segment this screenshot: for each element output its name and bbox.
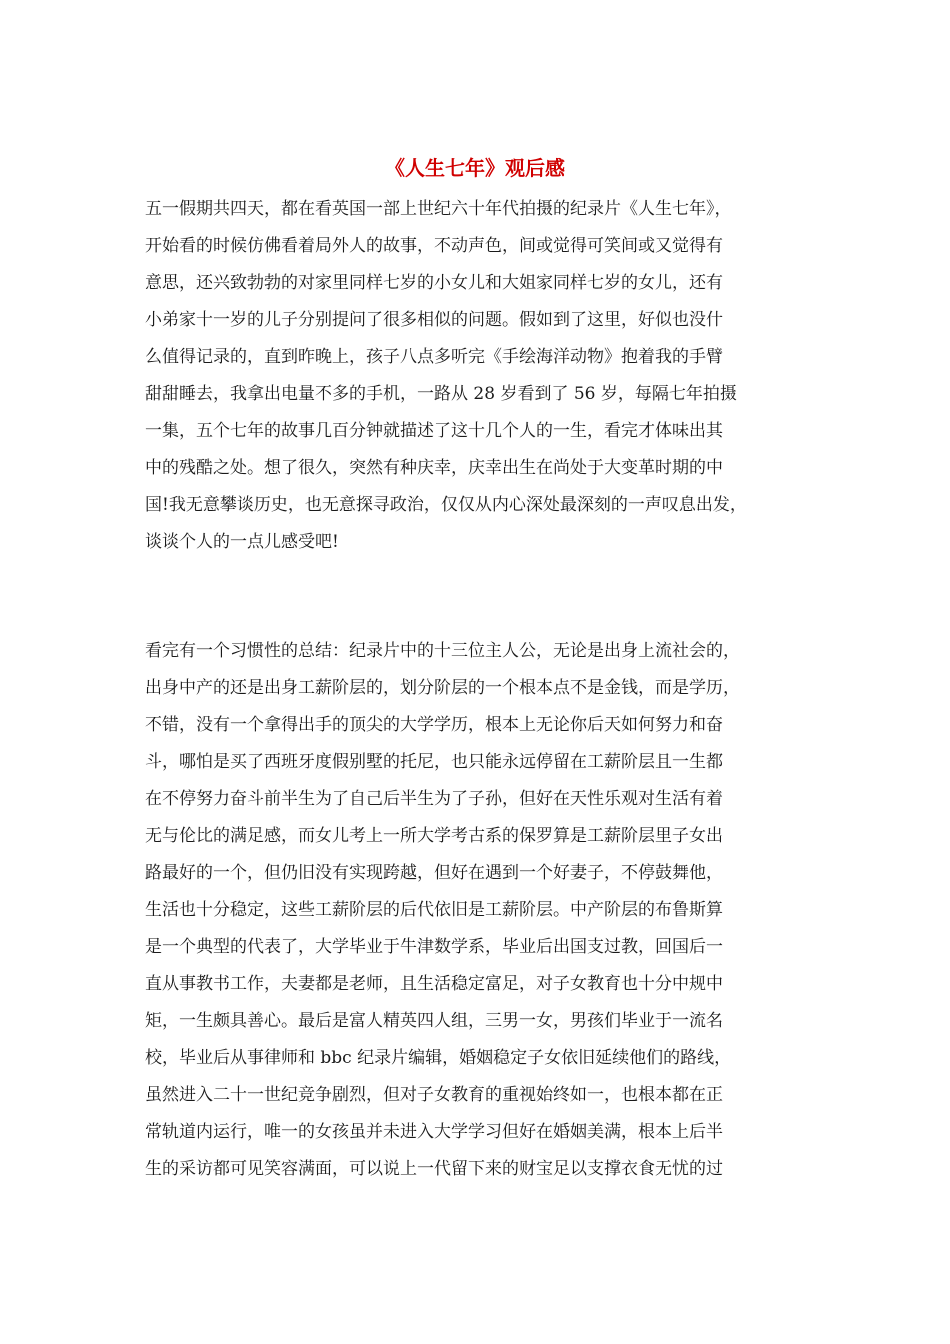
paragraph-line: 国!我无意攀谈历史，也无意探寻政治，仅仅从内心深处最深刻的一声叹息出发， bbox=[145, 495, 747, 515]
paragraph-line: 小弟家十一岁的儿子分别提问了很多相似的问题。假如到了这里，好似也没什 bbox=[145, 310, 723, 330]
paragraph-line: 生活也十分稳定，这些工薪阶层的后代依旧是工薪阶层。中产阶层的布鲁斯算 bbox=[145, 900, 723, 920]
paragraph-line: 谈谈个人的一点儿感受吧! bbox=[145, 532, 339, 552]
paragraph-line: 直从事教书工作，夫妻都是老师，且生活稳定富足，对子女教育也十分中规中 bbox=[145, 974, 723, 994]
document-title: 《人生七年》观后感 bbox=[385, 156, 565, 180]
paragraph-line: 校，毕业后从事律师和 bbc 纪录片编辑，婚姻稳定子女依旧延续他们的路线， bbox=[145, 1048, 732, 1068]
paragraph-line: 开始看的时候仿佛看着局外人的故事，不动声色，间或觉得可笑间或又觉得有 bbox=[145, 236, 723, 256]
paragraph-line: 甜甜睡去，我拿出电量不多的手机，一路从 28 岁看到了 56 岁，每隔七年拍摄 bbox=[145, 384, 737, 404]
paragraph-line: 在不停努力奋斗前半生为了自己后半生为了子孙，但好在天性乐观对生活有着 bbox=[145, 789, 723, 809]
paragraph-line: 虽然进入二十一世纪竞争剧烈，但对子女教育的重视始终如一，也根本都在正 bbox=[145, 1085, 723, 1105]
paragraph-line: 五一假期共四天，都在看英国一部上世纪六十年代拍摄的纪录片《人生七年》， bbox=[145, 199, 732, 219]
paragraph-line: 意思，还兴致勃勃的对家里同样七岁的小女儿和大姐家同样七岁的女儿，还有 bbox=[145, 273, 723, 293]
paragraph-line: 矩，一生颇具善心。最后是富人精英四人组，三男一女，男孩们毕业于一流名 bbox=[145, 1011, 723, 1031]
paragraph-line: 不错，没有一个拿得出手的顶尖的大学学历，根本上无论你后天如何努力和奋 bbox=[145, 715, 723, 735]
paragraph-line: 无与伦比的满足感，而女儿考上一所大学考古系的保罗算是工薪阶层里子女出 bbox=[145, 826, 723, 846]
paragraph-line: 是一个典型的代表了，大学毕业于牛津数学系，毕业后出国支过教，回国后一 bbox=[145, 937, 723, 957]
paragraph-line: 中的残酷之处。想了很久，突然有种庆幸，庆幸出生在尚处于大变革时期的中 bbox=[145, 458, 723, 478]
paragraph-line: 常轨道内运行，唯一的女孩虽并未进入大学学习但好在婚姻美满，根本上后半 bbox=[145, 1122, 723, 1142]
paragraph-line: 一集，五个七年的故事几百分钟就描述了这十几个人的一生，看完才体味出其 bbox=[145, 421, 723, 441]
paragraph-line: 出身中产的还是出身工薪阶层的，划分阶层的一个根本点不是金钱，而是学历， bbox=[145, 678, 740, 698]
paragraph-line: 么值得记录的，直到昨晚上，孩子八点多听完《手绘海洋动物》抱着我的手臂 bbox=[145, 347, 723, 367]
paragraph-1 bbox=[145, 191, 825, 561]
paragraph-line: 看完有一个习惯性的总结：纪录片中的十三位主人公，无论是出身上流社会的， bbox=[145, 641, 740, 661]
paragraph-2 bbox=[145, 633, 825, 1188]
paragraph-line: 生的采访都可见笑容满面，可以说上一代留下来的财宝足以支撑衣食无忧的过 bbox=[145, 1159, 723, 1179]
paragraph-line: 路最好的一个，但仍旧没有实现跨越，但好在遇到一个好妻子，不停鼓舞他， bbox=[145, 863, 723, 883]
paragraph-line: 斗，哪怕是买了西班牙度假别墅的托尼，也只能永远停留在工薪阶层且一生都 bbox=[145, 752, 723, 772]
